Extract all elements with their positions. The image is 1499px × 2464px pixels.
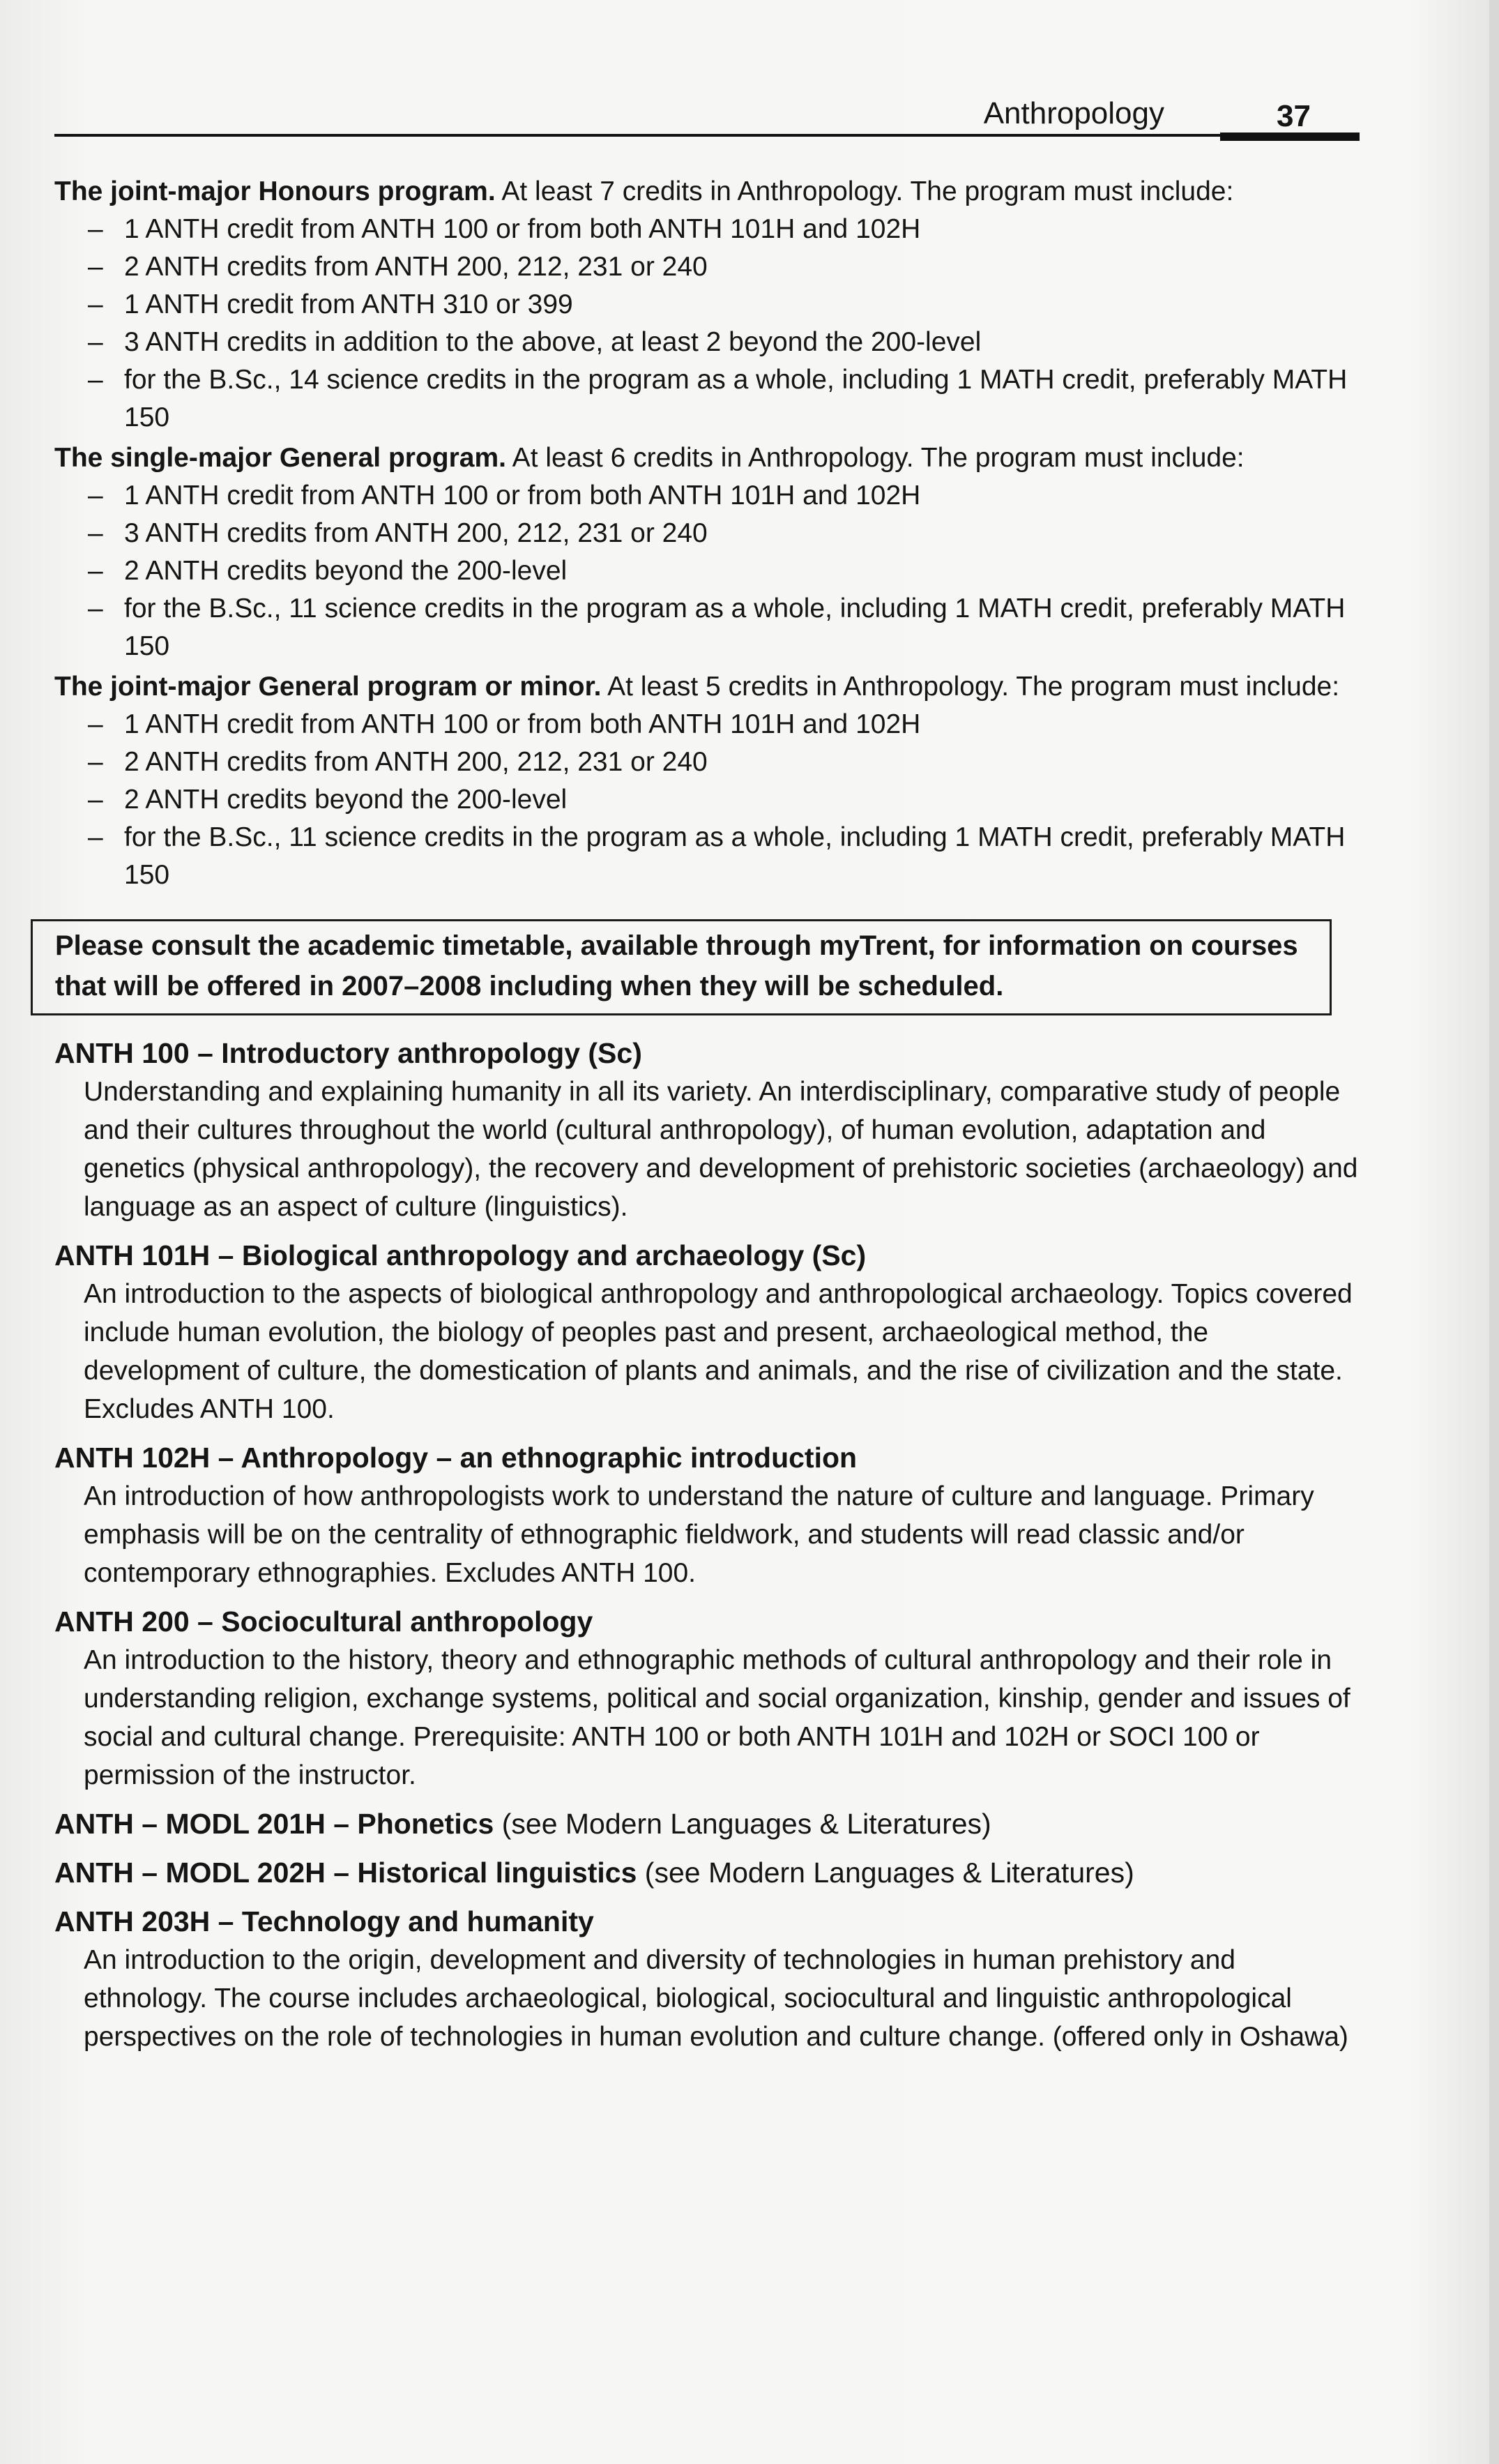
requirement-item: – 1 ANTH credit from ANTH 310 or 399 <box>88 286 1365 324</box>
requirement-item: – 2 ANTH credits beyond the 200-level <box>88 552 1365 590</box>
course-title: ANTH 100 – Introductory anthropology (Sc) <box>54 1037 642 1069</box>
header-rule <box>54 134 1226 137</box>
course-title: ANTH – MODL 201H – Phonetics <box>54 1808 494 1840</box>
requirement-item: – 2 ANTH credits from ANTH 200, 212, 231 or 240 <box>88 743 1365 781</box>
course-entry <box>54 1804 1365 1843</box>
program-block <box>54 668 1365 894</box>
requirement-item: – 1 ANTH credit from ANTH 100 or from both ANTH 101H and 102H <box>88 706 1365 743</box>
program-intro: At least 7 credits in Anthropology. The program must include: <box>495 176 1234 206</box>
course-entry <box>54 1236 1365 1428</box>
course-title-line <box>54 1853 1365 1892</box>
course-description: An introduction to the aspects of biological anthropology and anthropological archaeology. Topics covered include human evolution, the biology of peoples past and present, archaeological method, the development of culture, the domestication of plants and animals, and the rise of civilization and the state. Excludes ANTH 100. <box>84 1279 1353 1424</box>
course-cross-reference: (see Modern Languages & Literatures) <box>637 1857 1134 1889</box>
course-entry <box>54 1438 1365 1592</box>
course-title: ANTH – MODL 202H – Historical linguistics <box>54 1857 637 1889</box>
course-title: ANTH 101H – Biological anthropology and archaeology (Sc) <box>54 1239 867 1271</box>
course-cross-reference: (see Modern Languages & Literatures) <box>494 1808 991 1840</box>
section-title: Anthropology <box>983 96 1164 130</box>
course-title-line <box>54 1804 1365 1843</box>
course-description: Understanding and explaining humanity in all its variety. An interdisciplinary, comparative study of people and their cultures throughout the world (cultural anthropology), of human evolution, adaptation and genetics (physical anthropology), the recovery and development of prehistoric societies (archaeology) and language as an aspect of culture (linguistics). <box>84 1077 1358 1222</box>
requirement-item: – 2 ANTH credits from ANTH 200, 212, 231 or 240 <box>88 248 1365 286</box>
requirement-item: – for the B.Sc., 11 science credits in the program as a whole, including 1 MATH credit, preferably MATH 150 <box>88 819 1365 894</box>
requirement-item: – 2 ANTH credits beyond the 200-level <box>88 781 1365 819</box>
program-block <box>54 439 1365 665</box>
course-entry <box>54 1602 1365 1794</box>
requirement-item: – 1 ANTH credit from ANTH 100 or from both ANTH 101H and 102H <box>88 211 1365 248</box>
program-title: The joint-major General program or minor. <box>54 672 602 702</box>
requirement-item: – for the B.Sc., 14 science credits in the program as a whole, including 1 MATH credit, preferably MATH 150 <box>88 361 1365 437</box>
requirement-item: – for the B.Sc., 11 science credits in the program as a whole, including 1 MATH credit, preferably MATH 150 <box>88 590 1365 665</box>
program-heading <box>54 439 1365 477</box>
program-heading <box>54 668 1365 706</box>
page-edge <box>1489 0 1499 2464</box>
course-description: An introduction to the origin, development and diversity of technologies in human prehistory and ethnology. The course includes archaeological, biological, sociocultural and linguistic anthropological perspectives on the role of technologies in human evolution and culture change. (offered only in Oshawa) <box>84 1945 1348 2052</box>
program-block <box>54 173 1365 437</box>
page-content <box>54 173 1365 2066</box>
program-intro: At least 6 credits in Anthropology. The program must include: <box>506 443 1245 473</box>
course-entry <box>54 1034 1365 1226</box>
page-number: 37 <box>1277 99 1311 133</box>
requirement-item: – 3 ANTH credits in addition to the above, at least 2 beyond the 200-level <box>88 324 1365 361</box>
course-description: An introduction of how anthropologists work to understand the nature of culture and language. Primary emphasis will be on the centrality of ethnographic fieldwork, and students will read classic and/or contemporary ethnographies. Excludes ANTH 100. <box>84 1481 1314 1588</box>
course-entry <box>54 1902 1365 2056</box>
program-title: The single-major General program. <box>54 443 506 473</box>
course-title: ANTH 203H – Technology and humanity <box>54 1905 594 1937</box>
requirement-list <box>54 211 1365 437</box>
page-header <box>54 91 1360 153</box>
requirement-item: – 3 ANTH credits from ANTH 200, 212, 231 or 240 <box>88 515 1365 552</box>
course-title: ANTH 102H – Anthropology – an ethnographic introduction <box>54 1442 858 1474</box>
requirement-list <box>54 477 1365 665</box>
requirement-list <box>54 706 1365 894</box>
program-intro: At least 5 credits in Anthropology. The program must include: <box>601 672 1340 702</box>
requirement-item: – 1 ANTH credit from ANTH 100 or from both ANTH 101H and 102H <box>88 477 1365 515</box>
course-title: ANTH 200 – Sociocultural anthropology <box>54 1605 593 1638</box>
course-entry <box>54 1853 1365 1892</box>
course-description: An introduction to the history, theory and ethnographic methods of cultural anthropology and their role in understanding religion, exchange systems, political and social organization, kinship, gender and issues of social and cultural change. Prerequisite: ANTH 100 or both ANTH 101H and 102H or SOCI 100 or permission of the instructor. <box>84 1645 1350 1790</box>
program-heading <box>54 173 1365 211</box>
program-title: The joint-major Honours program. <box>54 176 496 206</box>
timetable-notice: Please consult the academic timetable, available through myTrent, for information on courses that will be offered in 2007–2008 including when they will be scheduled. <box>31 919 1332 1015</box>
